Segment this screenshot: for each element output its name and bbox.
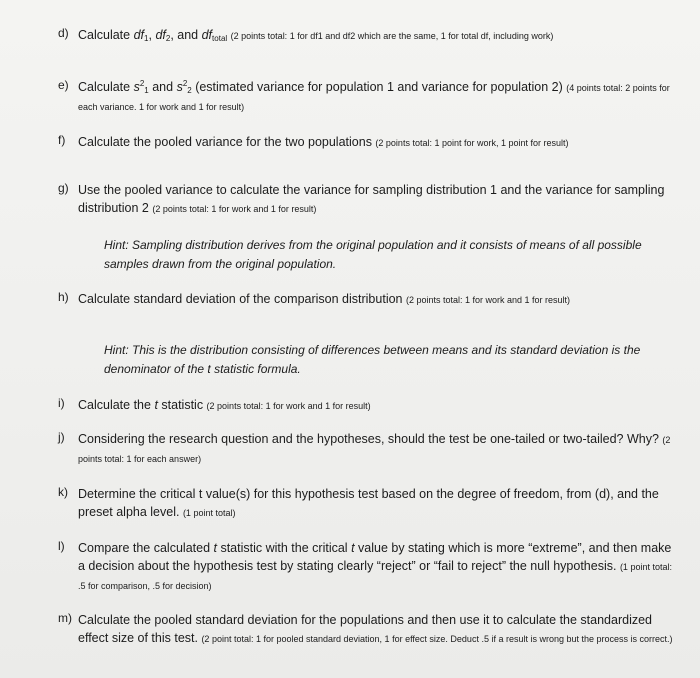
question-letter: d) — [58, 26, 69, 40]
question-letter: f) — [58, 133, 66, 147]
question-text: Calculate $s^2_1$ and $s^2_2$ (estimated variance for population 1 and variance for population 2) (4 points total: 2 points for each variance. 1 for work and 1 for result) — [78, 79, 670, 112]
points-note: (2 points total: 1 for each answer) — [78, 435, 671, 464]
question-text: Compare the calculated t statistic with the critical t value by stating which is more “extreme”, and then make a decision about the hypothesis test by stating clearly “reject” or “fail to reject” the null hypothesis. (1 point total: .5 for comparison, .5 for decision) — [78, 541, 672, 591]
question-d — [58, 26, 678, 45]
hint-comparison-distribution: Hint: This is the distribution consisting of differences between means and its standard deviation is the denominator of the t statistic formula. — [104, 343, 641, 376]
points-note: (2 points total: 1 for work and 1 for result) — [206, 401, 371, 411]
question-text: Calculate the pooled standard deviation for the populations and then use it to calculate the standardized effect size of this test. (2 point total: 1 for pooled standard deviation, 1 for effect size. Deduct .5 if a result is wrong but the process is correct.) — [78, 613, 673, 645]
points-note: (1 point total: .5 for comparison, .5 for decision) — [78, 562, 672, 591]
question-text: Calculate $df_1$, $df_2$, and $df_{total}$ (2 points total: 1 for df1 and df2 which are the same, 1 for total df, including work) — [78, 28, 554, 43]
question-text: Use the pooled variance to calculate the variance for sampling distribution 1 and the variance for sampling distribution 2 (2 points total: 1 for work and 1 for result) — [78, 183, 665, 215]
question-h — [58, 290, 678, 309]
question-letter: l) — [58, 539, 65, 553]
question-text: Considering the research question and the hypotheses, should the test be one-tailed or two-tailed? Why? (2 points total: 1 for each answer) — [78, 432, 671, 464]
question-letter: i) — [58, 396, 65, 410]
question-j — [58, 430, 678, 468]
question-l — [58, 539, 678, 595]
points-note: (2 points total: 1 point for work, 1 point for result) — [375, 138, 569, 148]
points-note: (1 point total) — [182, 508, 236, 518]
question-f — [58, 133, 678, 152]
question-letter: k) — [58, 485, 68, 499]
question-letter: j) — [58, 430, 65, 444]
hint-sampling-distribution: Hint: Sampling distribution derives from the original population and it consists of means of all possible samples drawn from the original population. — [104, 238, 642, 271]
question-text: Calculate the pooled variance for the two populations (2 points total: 1 point for work, 1 point for result) — [78, 135, 569, 149]
question-k — [58, 485, 678, 522]
question-text: Calculate the t statistic (2 points total: 1 for work and 1 for result) — [78, 398, 371, 412]
points-note: (2 point total: 1 for pooled standard deviation, 1 for effect size. Deduct .5 if a result is wrong but the process is correct.) — [201, 634, 673, 644]
question-i — [58, 396, 678, 415]
question-letter: h) — [58, 290, 69, 304]
question-g — [58, 181, 678, 218]
question-text: Calculate standard deviation of the comparison distribution (2 points total: 1 for work and 1 for result) — [78, 292, 571, 306]
question-letter: g) — [58, 181, 69, 195]
question-e — [58, 78, 678, 116]
question-m — [58, 611, 678, 648]
question-letter: m) — [58, 611, 72, 625]
question-text: Determine the critical t value(s) for this hypothesis test based on the degree of freedom, from (d), and the preset alpha level. (1 point total) — [78, 487, 659, 519]
points-note: (2 points total: 1 for df1 and df2 which are the same, 1 for total df, including work) — [230, 31, 554, 41]
points-note: (2 points total: 1 for work and 1 for result) — [405, 295, 571, 305]
question-letter: e) — [58, 78, 69, 92]
points-note: (2 points total: 1 for work and 1 for result) — [152, 204, 317, 214]
points-note: (4 points total: 2 points for each variance. 1 for work and 1 for result) — [78, 83, 670, 112]
